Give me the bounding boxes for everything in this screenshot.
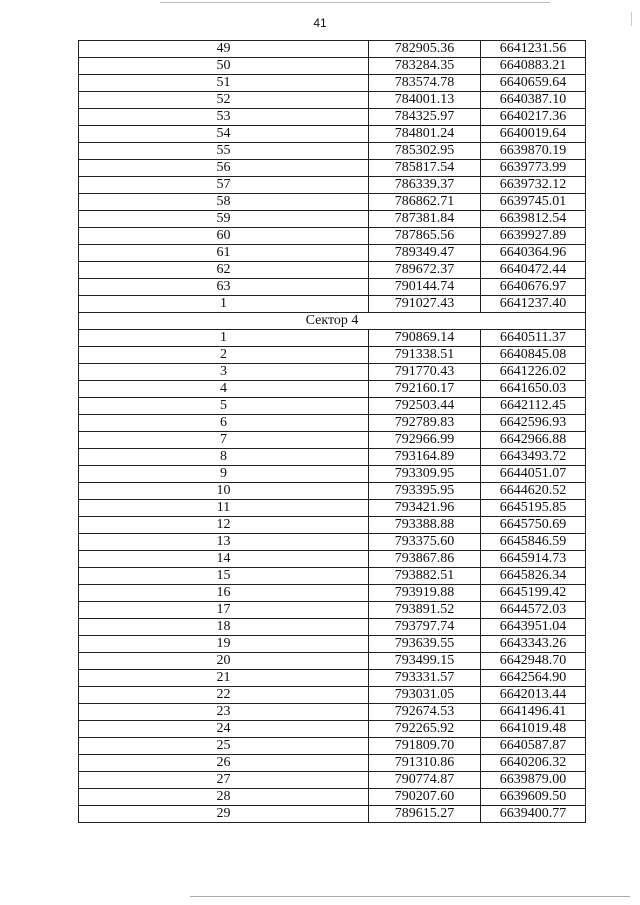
point-number-cell: 25	[79, 738, 369, 755]
table-row	[79, 92, 586, 109]
point-number-cell: 3	[79, 364, 369, 381]
point-number-cell: 24	[79, 721, 369, 738]
point-number-cell: 26	[79, 755, 369, 772]
point-number-cell: 4	[79, 381, 369, 398]
x-coordinate-cell: 786862.71	[369, 194, 481, 211]
x-coordinate-cell: 793919.88	[369, 585, 481, 602]
table-row	[79, 432, 586, 449]
y-coordinate-cell: 6639400.77	[481, 806, 586, 823]
y-coordinate-cell: 6642596.93	[481, 415, 586, 432]
y-coordinate-cell: 6640883.21	[481, 58, 586, 75]
x-coordinate-cell: 791310.86	[369, 755, 481, 772]
x-coordinate-cell: 790869.14	[369, 330, 481, 347]
x-coordinate-cell: 792674.53	[369, 704, 481, 721]
table-row	[79, 296, 586, 313]
y-coordinate-cell: 6642013.44	[481, 687, 586, 704]
table-row	[79, 568, 586, 585]
table-row	[79, 160, 586, 177]
y-coordinate-cell: 6645914.73	[481, 551, 586, 568]
table-row	[79, 75, 586, 92]
x-coordinate-cell: 791770.43	[369, 364, 481, 381]
point-number-cell: 9	[79, 466, 369, 483]
y-coordinate-cell: 6645750.69	[481, 517, 586, 534]
y-coordinate-cell: 6640217.36	[481, 109, 586, 126]
x-coordinate-cell: 791338.51	[369, 347, 481, 364]
x-coordinate-cell: 792265.92	[369, 721, 481, 738]
table-row	[79, 721, 586, 738]
table-row	[79, 551, 586, 568]
point-number-cell: 21	[79, 670, 369, 687]
point-number-cell: 56	[79, 160, 369, 177]
point-number-cell: 11	[79, 500, 369, 517]
y-coordinate-cell: 6643493.72	[481, 449, 586, 466]
point-number-cell: 6	[79, 415, 369, 432]
y-coordinate-cell: 6640019.64	[481, 126, 586, 143]
y-coordinate-cell: 6645195.85	[481, 500, 586, 517]
table-row	[79, 619, 586, 636]
table-row	[79, 704, 586, 721]
y-coordinate-cell: 6644620.52	[481, 483, 586, 500]
table-row	[79, 755, 586, 772]
y-coordinate-cell: 6645826.34	[481, 568, 586, 585]
x-coordinate-cell: 793499.15	[369, 653, 481, 670]
table-row	[79, 58, 586, 75]
y-coordinate-cell: 6642948.70	[481, 653, 586, 670]
table-row	[79, 330, 586, 347]
x-coordinate-cell: 793031.05	[369, 687, 481, 704]
x-coordinate-cell: 783574.78	[369, 75, 481, 92]
point-number-cell: 59	[79, 211, 369, 228]
x-coordinate-cell: 789349.47	[369, 245, 481, 262]
x-coordinate-cell: 793388.88	[369, 517, 481, 534]
table-row	[79, 466, 586, 483]
point-number-cell: 54	[79, 126, 369, 143]
y-coordinate-cell: 6640364.96	[481, 245, 586, 262]
x-coordinate-cell: 783284.35	[369, 58, 481, 75]
section-header-row	[79, 313, 586, 330]
y-coordinate-cell: 6639812.54	[481, 211, 586, 228]
point-number-cell: 1	[79, 330, 369, 347]
y-coordinate-cell: 6640676.97	[481, 279, 586, 296]
page-number: 41	[313, 16, 327, 30]
table-row	[79, 687, 586, 704]
y-coordinate-cell: 6642112.45	[481, 398, 586, 415]
table-row	[79, 41, 586, 58]
table-row	[79, 279, 586, 296]
x-coordinate-cell: 786339.37	[369, 177, 481, 194]
x-coordinate-cell: 790207.60	[369, 789, 481, 806]
point-number-cell: 49	[79, 41, 369, 58]
y-coordinate-cell: 6640472.44	[481, 262, 586, 279]
point-number-cell: 61	[79, 245, 369, 262]
x-coordinate-cell: 792503.44	[369, 398, 481, 415]
y-coordinate-cell: 6641496.41	[481, 704, 586, 721]
point-number-cell: 57	[79, 177, 369, 194]
point-number-cell: 19	[79, 636, 369, 653]
point-number-cell: 12	[79, 517, 369, 534]
y-coordinate-cell: 6639732.12	[481, 177, 586, 194]
point-number-cell: 2	[79, 347, 369, 364]
table-row	[79, 653, 586, 670]
table-row	[79, 109, 586, 126]
x-coordinate-cell: 789615.27	[369, 806, 481, 823]
y-coordinate-cell: 6640587.87	[481, 738, 586, 755]
x-coordinate-cell: 793882.51	[369, 568, 481, 585]
point-number-cell: 29	[79, 806, 369, 823]
table-row	[79, 602, 586, 619]
x-coordinate-cell: 793639.55	[369, 636, 481, 653]
table-row	[79, 483, 586, 500]
table-row	[79, 738, 586, 755]
y-coordinate-cell: 6641231.56	[481, 41, 586, 58]
x-coordinate-cell: 790774.87	[369, 772, 481, 789]
table-row	[79, 211, 586, 228]
point-number-cell: 27	[79, 772, 369, 789]
section-title: Сектор 4	[79, 313, 586, 330]
table-row	[79, 449, 586, 466]
x-coordinate-cell: 784801.24	[369, 126, 481, 143]
y-coordinate-cell: 6645846.59	[481, 534, 586, 551]
x-coordinate-cell: 787381.84	[369, 211, 481, 228]
point-number-cell: 7	[79, 432, 369, 449]
y-coordinate-cell: 6643951.04	[481, 619, 586, 636]
point-number-cell: 60	[79, 228, 369, 245]
table-row	[79, 177, 586, 194]
x-coordinate-cell: 793309.95	[369, 466, 481, 483]
y-coordinate-cell: 6640845.08	[481, 347, 586, 364]
point-number-cell: 28	[79, 789, 369, 806]
x-coordinate-cell: 793375.60	[369, 534, 481, 551]
table-row	[79, 398, 586, 415]
table-row	[79, 585, 586, 602]
table-row	[79, 364, 586, 381]
y-coordinate-cell: 6642966.88	[481, 432, 586, 449]
point-number-cell: 15	[79, 568, 369, 585]
x-coordinate-cell: 792789.83	[369, 415, 481, 432]
point-number-cell: 1	[79, 296, 369, 313]
table-row	[79, 789, 586, 806]
y-coordinate-cell: 6639927.89	[481, 228, 586, 245]
x-coordinate-cell: 789672.37	[369, 262, 481, 279]
x-coordinate-cell: 793331.57	[369, 670, 481, 687]
table-row	[79, 500, 586, 517]
table-row	[79, 534, 586, 551]
x-coordinate-cell: 782905.36	[369, 41, 481, 58]
scan-bottom-rule	[190, 896, 630, 897]
point-number-cell: 14	[79, 551, 369, 568]
point-number-cell: 53	[79, 109, 369, 126]
y-coordinate-cell: 6642564.90	[481, 670, 586, 687]
y-coordinate-cell: 6640659.64	[481, 75, 586, 92]
table-row	[79, 126, 586, 143]
table-row	[79, 415, 586, 432]
point-number-cell: 8	[79, 449, 369, 466]
point-number-cell: 18	[79, 619, 369, 636]
table-row	[79, 143, 586, 160]
x-coordinate-cell: 791027.43	[369, 296, 481, 313]
table-row	[79, 194, 586, 211]
table-row	[79, 670, 586, 687]
x-coordinate-cell: 792160.17	[369, 381, 481, 398]
table-row	[79, 347, 586, 364]
point-number-cell: 55	[79, 143, 369, 160]
point-number-cell: 16	[79, 585, 369, 602]
table-row	[79, 228, 586, 245]
table-row	[79, 806, 586, 823]
y-coordinate-cell: 6639773.99	[481, 160, 586, 177]
table-row	[79, 245, 586, 262]
table-row	[79, 772, 586, 789]
table-row	[79, 636, 586, 653]
point-number-cell: 10	[79, 483, 369, 500]
point-number-cell: 23	[79, 704, 369, 721]
point-number-cell: 62	[79, 262, 369, 279]
y-coordinate-cell: 6644051.07	[481, 466, 586, 483]
y-coordinate-cell: 6639745.01	[481, 194, 586, 211]
y-coordinate-cell: 6641226.02	[481, 364, 586, 381]
point-number-cell: 13	[79, 534, 369, 551]
y-coordinate-cell: 6641019.48	[481, 721, 586, 738]
x-coordinate-cell: 791809.70	[369, 738, 481, 755]
y-coordinate-cell: 6641650.03	[481, 381, 586, 398]
point-number-cell: 5	[79, 398, 369, 415]
x-coordinate-cell: 792966.99	[369, 432, 481, 449]
x-coordinate-cell: 787865.56	[369, 228, 481, 245]
table-row	[79, 262, 586, 279]
x-coordinate-cell: 793164.89	[369, 449, 481, 466]
x-coordinate-cell: 793421.96	[369, 500, 481, 517]
y-coordinate-cell: 6640387.10	[481, 92, 586, 109]
point-number-cell: 50	[79, 58, 369, 75]
x-coordinate-cell: 785817.54	[369, 160, 481, 177]
point-number-cell: 63	[79, 279, 369, 296]
scan-top-rule	[160, 2, 550, 3]
x-coordinate-cell: 785302.95	[369, 143, 481, 160]
point-number-cell: 52	[79, 92, 369, 109]
table-row	[79, 517, 586, 534]
y-coordinate-cell: 6640206.32	[481, 755, 586, 772]
x-coordinate-cell: 793395.95	[369, 483, 481, 500]
y-coordinate-cell: 6644572.03	[481, 602, 586, 619]
x-coordinate-cell: 793797.74	[369, 619, 481, 636]
y-coordinate-cell: 6639879.00	[481, 772, 586, 789]
point-number-cell: 20	[79, 653, 369, 670]
y-coordinate-cell: 6640511.37	[481, 330, 586, 347]
y-coordinate-cell: 6641237.40	[481, 296, 586, 313]
x-coordinate-cell: 790144.74	[369, 279, 481, 296]
point-number-cell: 22	[79, 687, 369, 704]
y-coordinate-cell: 6643343.26	[481, 636, 586, 653]
coordinates-table-body	[79, 41, 586, 823]
point-number-cell: 17	[79, 602, 369, 619]
y-coordinate-cell: 6645199.42	[481, 585, 586, 602]
table-row	[79, 381, 586, 398]
y-coordinate-cell: 6639870.19	[481, 143, 586, 160]
y-coordinate-cell: 6639609.50	[481, 789, 586, 806]
point-number-cell: 51	[79, 75, 369, 92]
x-coordinate-cell: 784325.97	[369, 109, 481, 126]
coordinates-table	[78, 40, 586, 823]
x-coordinate-cell: 793891.52	[369, 602, 481, 619]
point-number-cell: 58	[79, 194, 369, 211]
x-coordinate-cell: 784001.13	[369, 92, 481, 109]
x-coordinate-cell: 793867.86	[369, 551, 481, 568]
